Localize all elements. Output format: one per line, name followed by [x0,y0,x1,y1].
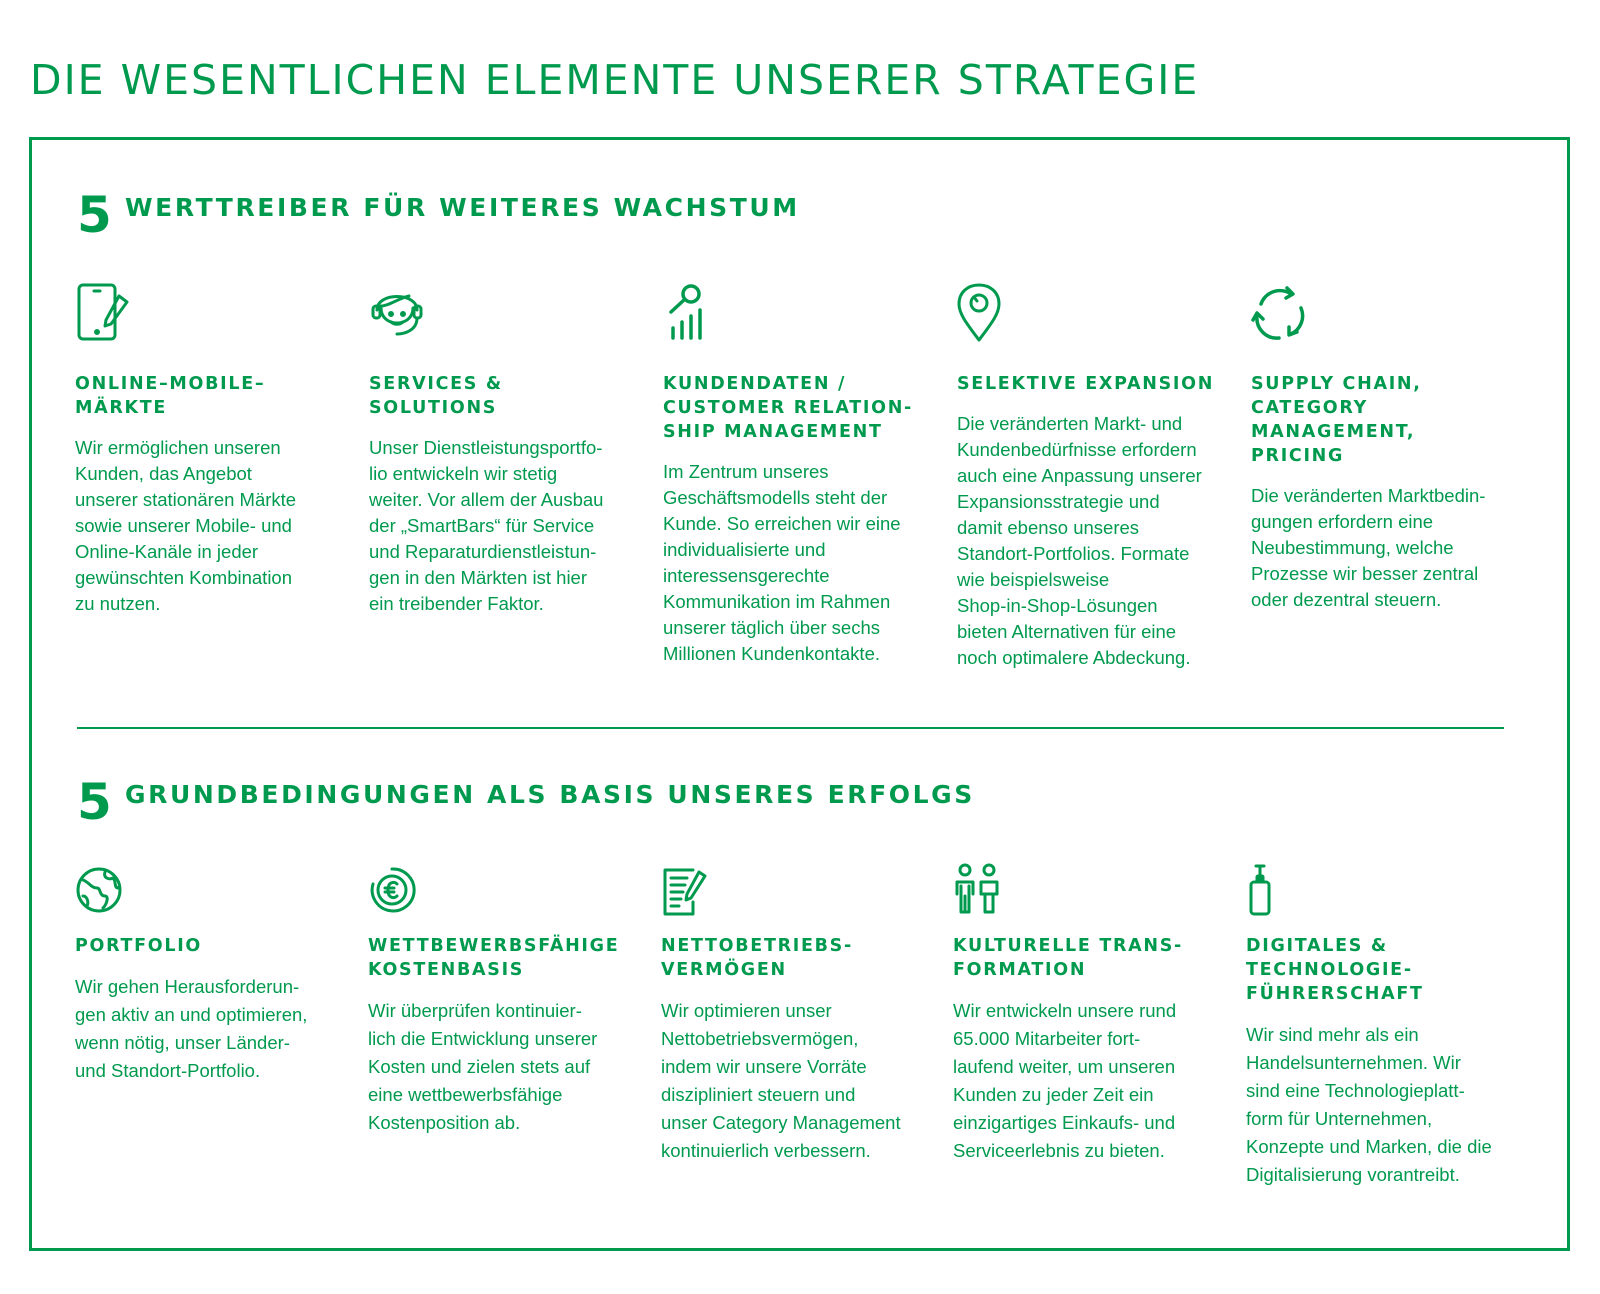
basis-title: NETTOBETRIEBS- VERMÖGEN [661,936,853,980]
basis-title: KULTURELLE TRANS- FORMATION [953,936,1184,980]
tablet-pen-icon [75,282,131,342]
section-title: GRUNDBEDINGUNGEN ALS BASIS UNSERES ERFOLGS [125,780,975,809]
basis-title: DIGITALES & TECHNOLOGIE- FÜHRERSCHAFT [1246,936,1424,1004]
value-driver-text: Unser Dienstleistungsportfo- lio entwickeln wir stetig weiter. Vor allem der Ausbau der „SmartBars“ für Service und Reparaturdienstleistun- gen in den Märkten ist hier ein treibender Faktor. [369,437,604,614]
basis-text: Wir gehen Herausforderun- gen aktiv an und optimieren, wenn nötig, unser Länder- und Standort-Portfolio. [75,976,308,1081]
value-driver-supply-chain [1251,282,1521,613]
basis-text: Wir entwickeln unsere rund 65.000 Mitarbeiter fort- laufend weiter, um unseren Kunden zu jeder Zeit ein einzigartiges Einkaufs- und Serviceerlebnis zu bieten. [953,1000,1177,1161]
section-number: 5 [77,773,112,831]
value-driver-expansion [957,282,1227,671]
map-pin-icon [957,282,1013,342]
basis-culture [953,862,1223,1165]
euro-coin-icon [368,862,424,922]
section-title: WERTTREIBER FÜR WEITERES WACHSTUM [125,193,800,222]
value-driver-customer-data [663,282,933,667]
basis-net-assets [661,862,931,1165]
basis-title: PORTFOLIO [75,936,202,956]
section-header-grundbedingungen [77,773,975,831]
basis-digital [1246,862,1516,1189]
value-driver-title: SELEKTIVE EXPANSION [957,374,1215,394]
section-header-werttreiber [77,186,800,244]
section-divider [77,727,1504,729]
strategy-frame [29,137,1570,1251]
basis-cost [368,862,638,1137]
two-people-icon [953,862,1009,922]
value-driver-title: KUNDENDATEN / CUSTOMER RELATION- SHIP MANAGEMENT [663,374,914,442]
basis-text: Wir optimieren unser Nettobetriebsvermögen, indem wir unsere Vorräte diszipliniert steuern und unser Category Management kontinuierlich verbessern. [661,1000,901,1161]
page-title: DIE WESENTLICHEN ELEMENTE UNSERER STRATEGIE [30,56,1200,104]
cycle-arrows-icon [1251,282,1307,342]
value-driver-title: SUPPLY CHAIN, CATEGORY MANAGEMENT, PRICING [1251,374,1422,466]
headset-agent-icon [369,282,425,342]
value-driver-title: SERVICES & SOLUTIONS [369,374,503,418]
value-driver-text: Die veränderten Markt- und Kundenbedürfnisse erfordern auch eine Anpassung unserer Expansionsstrategie und damit ebenso unseres Standort-Portfolios. Formate wie beispielsweise Shop-in-Shop-Lösungen bieten Alternativen für eine noch optimalere Abdeckung. [957,413,1202,668]
section-number: 5 [77,186,112,244]
value-driver-text: Wir ermöglichen unseren Kunden, das Angebot unserer stationären Märkte sowie unserer Mobile- und Online-Kanäle in jeder gewünschten Kombination zu nutzen. [75,437,297,614]
value-driver-text: Im Zentrum unseres Geschäftsmodells steht der Kunde. So erreichen wir eine individualisierte und interessensgerechte Kommunikation im Rahmen unserer täglich über sechs Millionen Kundenkontakte. [663,461,901,664]
basis-title: WETTBEWERBSFÄHIGE KOSTENBASIS [368,936,620,980]
usb-stick-icon [1246,862,1302,922]
globe-icon [75,862,131,922]
document-pen-icon [661,862,717,922]
basis-portfolio [75,862,345,1085]
basis-text: Wir überprüfen kontinuier- lich die Entwicklung unserer Kosten und zielen stets auf eine wettbewerbsfähige Kostenposition ab. [368,1000,598,1133]
basis-text: Wir sind mehr als ein Handelsunternehmen. Wir sind eine Technologieplatt- form für Unternehmen, Konzepte und Marken, die die Digitalisierung vorantreibt. [1246,1024,1492,1185]
value-driver-services [369,282,639,617]
magnifier-bar-chart-icon [663,282,719,342]
value-driver-title: ONLINE–MOBILE–MÄRKTE [75,374,266,418]
value-driver-online-mobile [75,282,345,617]
value-driver-text: Die veränderten Marktbedin- gungen erfordern eine Neubestimmung, welche Prozesse wir besser zentral oder dezentral steuern. [1251,485,1486,610]
